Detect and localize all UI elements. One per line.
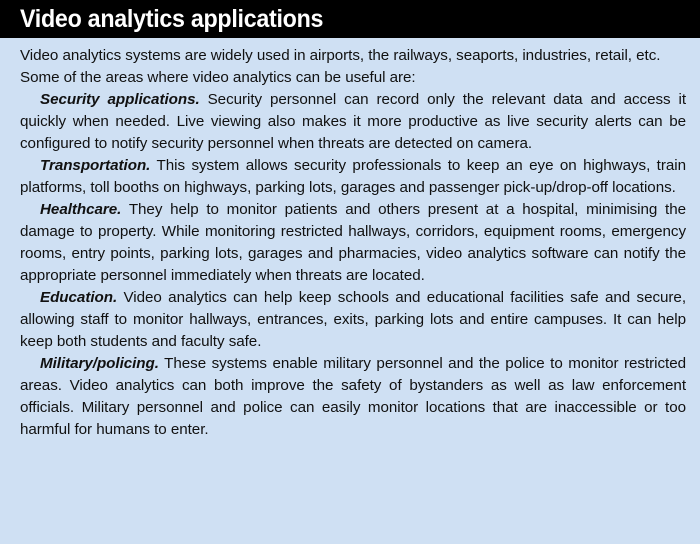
- area-paragraph-education: [20, 287, 686, 353]
- area-heading-healthcare: Healthcare.: [40, 201, 122, 218]
- intro-paragraph: Video analytics systems are widely used in airports, the railways, seaports, industries, retail, etc. Some of the areas where video analytics can be useful are:: [20, 47, 661, 86]
- area-text-military: These systems enable military personnel and the police to monitor restricted areas. Video analytics can both improve the safety of bystanders as well as law enforcement officials. Military personnel and police can easily monitor locations that are inaccessible or too harmful for humans to enter.: [20, 355, 686, 438]
- area-paragraph-security: [20, 89, 686, 155]
- area-text-education: Video analytics can help keep schools and educational facilities safe and secure, allowing staff to monitor hallways, entrances, exits, parking lots and entire campuses. It can help keep both students and faculty safe.: [20, 289, 686, 350]
- area-heading-security: Security applications.: [40, 91, 200, 108]
- area-heading-transportation: Transportation.: [40, 157, 151, 174]
- area-heading-military: Military/policing.: [40, 355, 159, 372]
- area-paragraph-healthcare: [20, 199, 686, 287]
- area-paragraph-military: [20, 353, 686, 441]
- box-title: Video analytics applications: [20, 4, 324, 33]
- area-text-security: Security personnel can record only the relevant data and access it quickly when needed. Live viewing also makes it more productive as live security alerts can be configured to notify security personnel when threats are detected on camera.: [20, 91, 687, 152]
- area-paragraph-transportation: [20, 155, 686, 199]
- title-bar: [0, 0, 700, 38]
- area-text-transportation: This system allows security professionals to keep an eye on highways, train platforms, toll booths on highways, parking lots, garages and passenger pick-up/drop-off locations.: [20, 157, 686, 196]
- area-heading-education: Education.: [40, 289, 118, 306]
- area-text-healthcare: They help to monitor patients and others present at a hospital, minimising the damage to property. While monitoring restricted hallways, corridors, equipment rooms, emergency rooms, entry points, parking lots, garages and pharmacies, video analytics software can notify the appropriate personnel immediately when threats are located.: [20, 201, 686, 284]
- box-content: [0, 38, 700, 441]
